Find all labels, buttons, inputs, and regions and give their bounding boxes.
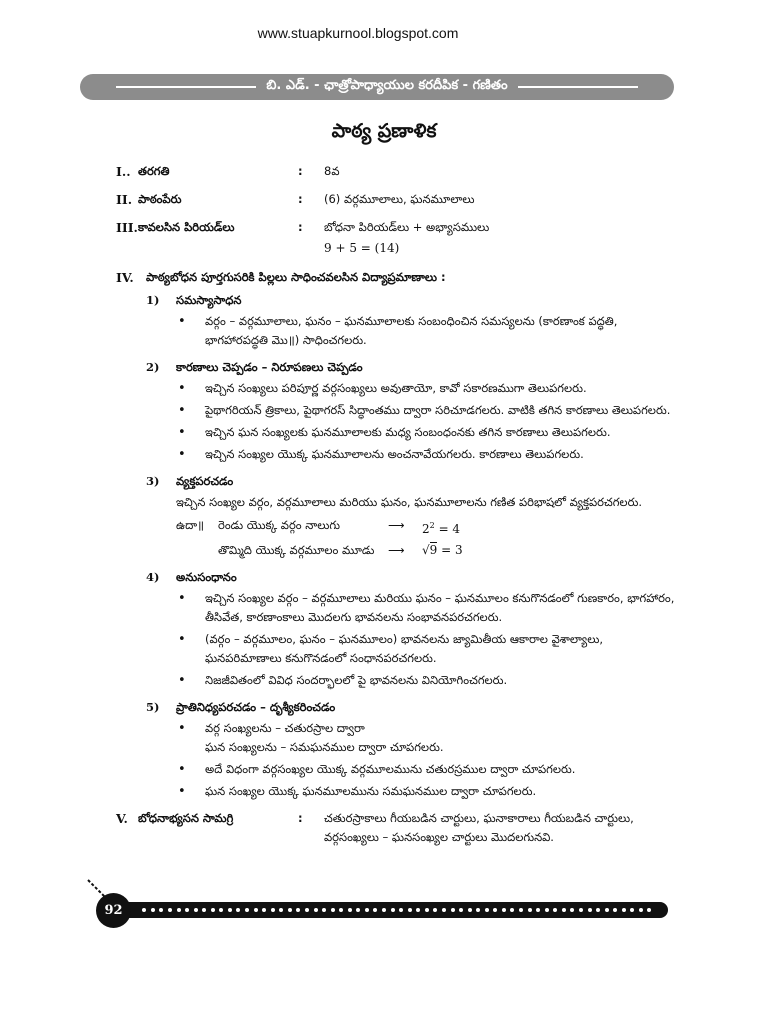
- arrow-icon: ⟶: [388, 518, 405, 532]
- example-row: [176, 541, 676, 560]
- bullet-list: [176, 312, 676, 350]
- example-label-spacer: [176, 541, 218, 560]
- section-class: [116, 162, 676, 181]
- section-heading-text: పాఠ్యబోధన పూర్తగుసరికి పిల్లలు సాధించవలసిన విద్యాప్రమాణాలు :: [146, 270, 446, 284]
- objective-representation: [146, 698, 676, 801]
- section-label: కావలసిన పిరియడ్‌లు: [138, 220, 235, 234]
- objective-heading: [146, 568, 676, 587]
- sqrt-icon: √: [422, 543, 430, 557]
- objective-heading: [146, 698, 676, 717]
- objective-title: కారణాలు చెప్పడం – నిరూపణలు చెప్పడం: [176, 360, 363, 374]
- page-number: 92: [96, 893, 131, 928]
- list-item-text: వర్గ సంఖ్యలను – చతురస్రాల ద్వారా: [205, 721, 365, 735]
- objective-communication: [146, 472, 676, 560]
- objective-number: 5): [146, 700, 160, 714]
- list-item: • అదే విధంగా వర్గసంఖ్యల యొక్క వర్గమూలమును చతురస్రముల ద్వారా చూపగలరు.: [176, 760, 676, 779]
- objective-heading: [146, 358, 676, 377]
- section-value: (6) వర్గమూలాలు, ఘనమూలాలు: [324, 192, 475, 206]
- objective-number: 1): [146, 293, 160, 307]
- objective-title: సమస్యాసాధన: [176, 293, 242, 307]
- list-item-continuation: ఘన సంఖ్యలను – సమఘనముల ద్వారా చూపగలరు.: [205, 740, 444, 754]
- arrow-icon: ⟶: [388, 543, 405, 557]
- section-numeral: V.: [116, 811, 128, 826]
- list-item: • (వర్గం – వర్గమూలం, ఘనం – ఘనమూలం) భావనలను జ్యామితీయ ఆకారాల వైశాల్యాలు, ఘనపరిమాణాలు కనుగొనడంలో సంధానపరచగలరు.: [176, 630, 676, 668]
- section-value: చతురస్రాకాలు గీయబడిన చార్టులు, ఘనాకారాలు గీయబడిన చార్టులు, వర్గసంఖ్యలు – ఘనసంఖ్యల చార్టులు మొదలగునవి.: [324, 811, 634, 844]
- objective-number: 2): [146, 360, 160, 374]
- periods-total: 9 + 5 = (14): [324, 241, 400, 255]
- list-item: • పైథాగరియన్ త్రికాలు, పైథాగరస్ సిద్ధాంతము ద్వారా సరిచూడగలరు. వాటికి తగిన కారణాలు తెలుపగలరు.: [176, 401, 676, 420]
- list-item: • ఘన సంఖ్యల యొక్క ఘనమూలమును సమఘనముల ద్వారా చూపగలరు.: [176, 782, 676, 801]
- math-result: = 3: [441, 543, 463, 557]
- objective-text: ఇచ్చిన సంఖ్యల వర్గం, వర్గమూలాలు మరియు ఘనం, ఘనమూలాలను గణిత పరిభాషలో వ్యక్తపరచగలరు.: [176, 495, 643, 509]
- colon: :: [298, 220, 303, 234]
- section-value: బోధనా పిరియడ్‌లు + అభ్యాసములు: [324, 220, 490, 234]
- objective-title: ప్రాతినిధ్యపరచడం – దృశ్యీకరించడం: [176, 700, 336, 714]
- header-banner: [80, 74, 674, 100]
- banner-title: బి. ఎడ్. - ఛాత్రోపాధ్యాయుల కరదీపిక - గణితం: [266, 78, 508, 93]
- section-periods: [116, 218, 676, 237]
- objective-number: 3): [146, 474, 160, 488]
- objective-heading: [146, 472, 676, 491]
- objective-connection: [146, 568, 676, 690]
- objective-heading: [146, 291, 676, 310]
- list-item: • నిజజీవితంలో వివిధ సందర్భాలలో పై భావనలను వినియోగించగలరు.: [176, 671, 676, 690]
- bullet-list: [176, 379, 676, 464]
- bullet-list: [176, 719, 676, 801]
- list-item: • ఇచ్చిన ఘన సంఖ్యలకు ఘనమూలాలకు మధ్య సంబంధంనకు తగిన కారణాలు తెలుపగలరు.: [176, 423, 676, 442]
- example-row: [176, 516, 676, 539]
- list-item: • ఇచ్చిన సంఖ్యల యొక్క ఘనమూలాలను అంచనావేయగలరు. కారణాలు తెలుపగలరు.: [176, 445, 676, 464]
- footer-dotted-bar: [100, 902, 668, 918]
- objective-reasoning-proof: [146, 358, 676, 464]
- math-base: 2: [422, 522, 430, 536]
- example-text: తొమ్మిది యొక్క వర్గమూలం మూడు: [218, 543, 375, 557]
- example-text: రెండు యొక్క వర్గం నాలుగు: [218, 518, 341, 532]
- colon: :: [298, 164, 303, 178]
- section-numeral: III.: [116, 220, 138, 235]
- section-label: తరగతి: [138, 164, 170, 178]
- section-numeral: I..: [116, 164, 131, 179]
- site-url: www.stuapkurnool.blogspot.com: [257, 25, 459, 41]
- banner-rule-right: [518, 86, 638, 88]
- section-lesson-name: [116, 190, 676, 209]
- list-item: [176, 719, 676, 757]
- banner-rule-left: [116, 86, 256, 88]
- list-item: • వర్గం – వర్గమూలాలు, ఘనం – ఘనమూలాలకు సంబంధించిన సమస్యలను (కారణాంక పద్ధతి, భాగహారపద్ధతి మొ॥) సాధించగలరు.: [176, 312, 676, 350]
- section-numeral: II.: [116, 192, 133, 207]
- lesson-plan-body: [116, 162, 676, 856]
- colon: :: [298, 192, 303, 206]
- bullet-list: [176, 589, 676, 690]
- example-label: ఉదా॥: [176, 518, 205, 532]
- page-title: పాఠ్య ప్రణాళిక: [331, 120, 437, 142]
- colon: :: [298, 811, 303, 825]
- example-math: [422, 516, 460, 539]
- section-value: 8వ: [324, 164, 340, 178]
- example-math: [422, 541, 463, 560]
- section-label: పాఠంపేరు: [138, 192, 182, 206]
- section-objectives-heading: [116, 268, 676, 287]
- section-numeral: IV.: [116, 270, 134, 285]
- objective-problem-solving: [146, 291, 676, 350]
- objective-title: అనుసంధానం: [176, 570, 237, 584]
- math-exponent: 2: [429, 521, 435, 530]
- math-radicand: 9: [429, 543, 438, 557]
- objective-title: వ్యక్తపరచడం: [176, 474, 234, 488]
- list-item: • ఇచ్చిన సంఖ్యలు పరిపూర్ణ వర్గసంఖ్యలు అవుతాయో, కావో సకారణముగా తెలుపగలరు.: [176, 379, 676, 398]
- math-result: = 4: [438, 522, 461, 536]
- list-item: • ఇచ్చిన సంఖ్యల వర్గం – వర్గమూలాలు మరియు ఘనం – ఘనమూలం కనుగొనడంలో గుణకారం, భాగహారం, తీసివేత, కారణాంకాలు మొదలగు భావనలను సంభావనపరచగలరు.: [176, 589, 676, 627]
- section-materials: [116, 809, 676, 847]
- objective-number: 4): [146, 570, 160, 584]
- section-label: బోధనాభ్యసన సామగ్రి: [138, 811, 234, 825]
